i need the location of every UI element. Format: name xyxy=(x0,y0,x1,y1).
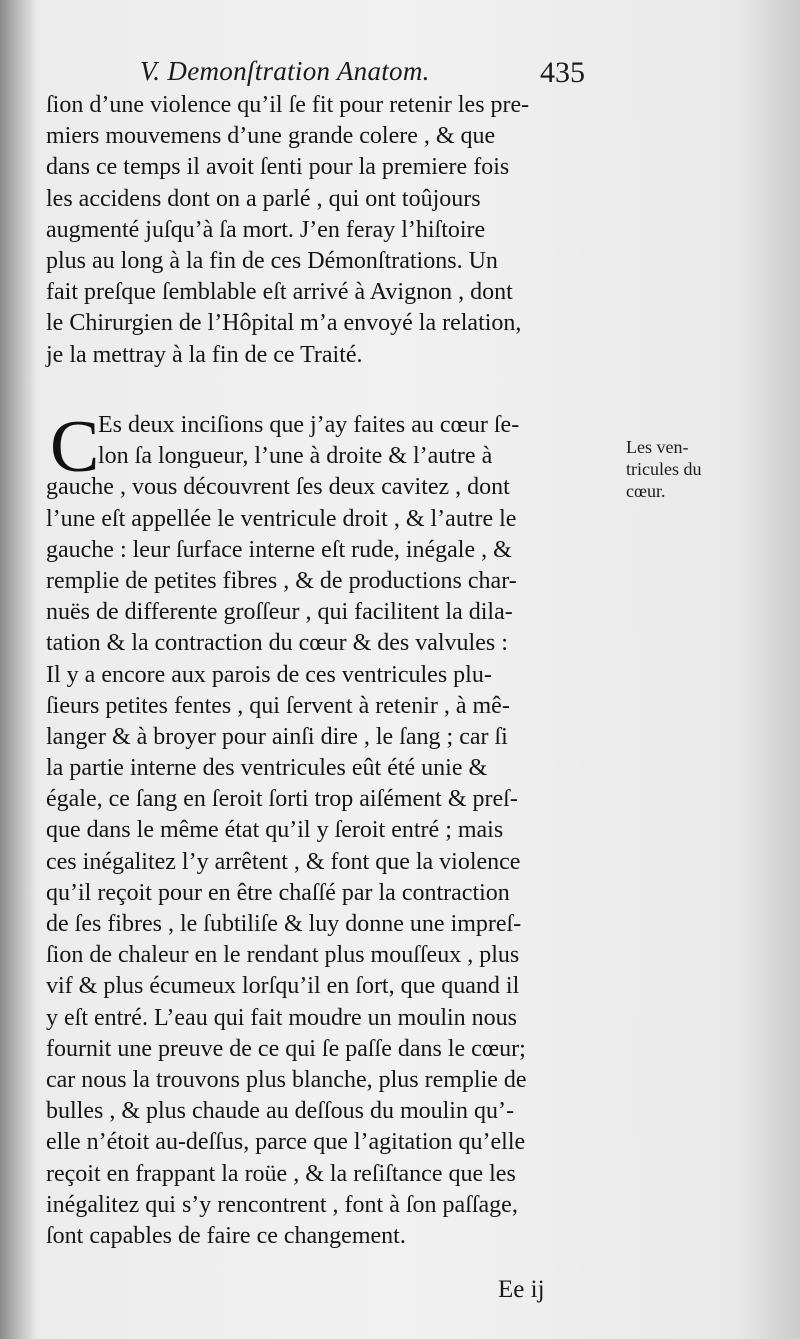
page-gutter-shadow xyxy=(0,0,38,1339)
text-line: tation & la contraction du cœur & des valvules : xyxy=(46,630,508,657)
text-line: de ſes fibres , le ſubtiliſe & luy donne une impreſ- xyxy=(46,911,522,937)
text-line: reçoit en frappant la roüe , & la reſiſtance que les xyxy=(46,1160,516,1187)
paragraph-1 xyxy=(46,90,529,371)
page-number: 435 xyxy=(540,56,585,89)
text-line: ſion de chaleur en le rendant plus mouſſeux , plus xyxy=(46,942,520,969)
text-line: lon ſa longueur, l’une à droite & l’autre à xyxy=(98,443,493,470)
bleed-through-mark xyxy=(690,112,694,134)
text-line: ces inégalitez l’y arrêtent , & font que la violence xyxy=(46,848,521,875)
text-line: fait preſque ſemblable eſt arrivé à Avignon , dont xyxy=(46,279,513,306)
running-title: V. Demonſtration Anatom. xyxy=(140,56,430,86)
text-line: remplie de petites fibres , & de productions char- xyxy=(46,567,517,594)
text-line: car nous la trouvons plus blanche, plus remplie de xyxy=(46,1066,527,1093)
text-line: miers mouvemens d’une grande colere , & que xyxy=(46,123,496,150)
text-line: les accidens dont on a parlé , qui ont toûjours xyxy=(46,185,481,212)
text-line: Es deux inciſions que j’ay faites au cœur ſe- xyxy=(98,412,520,438)
marginal-note xyxy=(626,436,746,502)
text-line: gauche : leur ſurface interne eſt rude, inégale , & xyxy=(46,536,512,563)
marginal-note-line: tricules du xyxy=(626,459,702,479)
drop-cap: C xyxy=(50,406,100,488)
marginal-note-line: cœur. xyxy=(626,481,666,501)
text-line: fournit une preuve de ce qui ſe paſſe dans le cœur; xyxy=(46,1035,526,1062)
text-line: la partie interne des ventricules eût été unie & xyxy=(46,755,488,782)
text-line: nuës de differente groſſeur , qui facilitent la dila- xyxy=(46,599,513,626)
text-line: ſieurs petites fentes , qui ſervent à retenir , à mê- xyxy=(46,692,510,719)
text-line: plus au long à la fin de ces Démonſtrations. Un xyxy=(46,247,498,274)
paragraph-2 xyxy=(46,406,527,1252)
text-line: égale, ce ſang en ſeroit ſorti trop aiſément & preſ- xyxy=(46,786,518,813)
text-line: elle n’étoit au-deſſus, parce que l’agitation qu’elle xyxy=(46,1129,526,1156)
text-line: gauche , vous découvrent ſes deux cavitez , dont xyxy=(46,474,510,501)
text-line: inégalitez qui s’y rencontrent , font à ſon paſſage, xyxy=(46,1191,518,1218)
text-line: qu’il reçoit pour en être chaſſé par la contraction xyxy=(46,879,510,906)
text-line: dans ce temps il avoit ſenti pour la premiere fois xyxy=(46,154,510,181)
text-line: vif & plus écumeux lorſqu’il en ſort, que quand il xyxy=(46,973,520,1000)
text-line: que dans le même état qu’il y ſeroit entré ; mais xyxy=(46,817,504,844)
text-line: ſion d’une violence qu’il ſe fit pour retenir les pre- xyxy=(46,92,530,118)
text-line: l’une eſt appellée le ventricule droit , & l’autre le xyxy=(46,505,517,532)
text-line: bulles , & plus chaude au deſſous du moulin qu’- xyxy=(46,1098,514,1125)
signature-mark: Ee ij xyxy=(498,1276,545,1303)
text-line: langer & à broyer pour ainſi dire , le ſang ; car ſi xyxy=(46,723,508,750)
text-line: Il y a encore aux parois de ces ventricules plu- xyxy=(46,661,492,688)
text-line: y eſt entré. L’eau qui fait moudre un moulin nous xyxy=(46,1004,518,1031)
text-line: augmenté juſqu’à ſa mort. J’en feray l’hiſtoire xyxy=(46,216,486,243)
marginal-note-line: Les ven- xyxy=(626,437,689,457)
text-line: je la mettray à la fin de ce Traité. xyxy=(46,341,363,368)
text-line: ſont capables de faire ce changement. xyxy=(46,1222,406,1249)
text-line: le Chirurgien de l’Hôpital m’a envoyé la relation, xyxy=(46,310,522,337)
